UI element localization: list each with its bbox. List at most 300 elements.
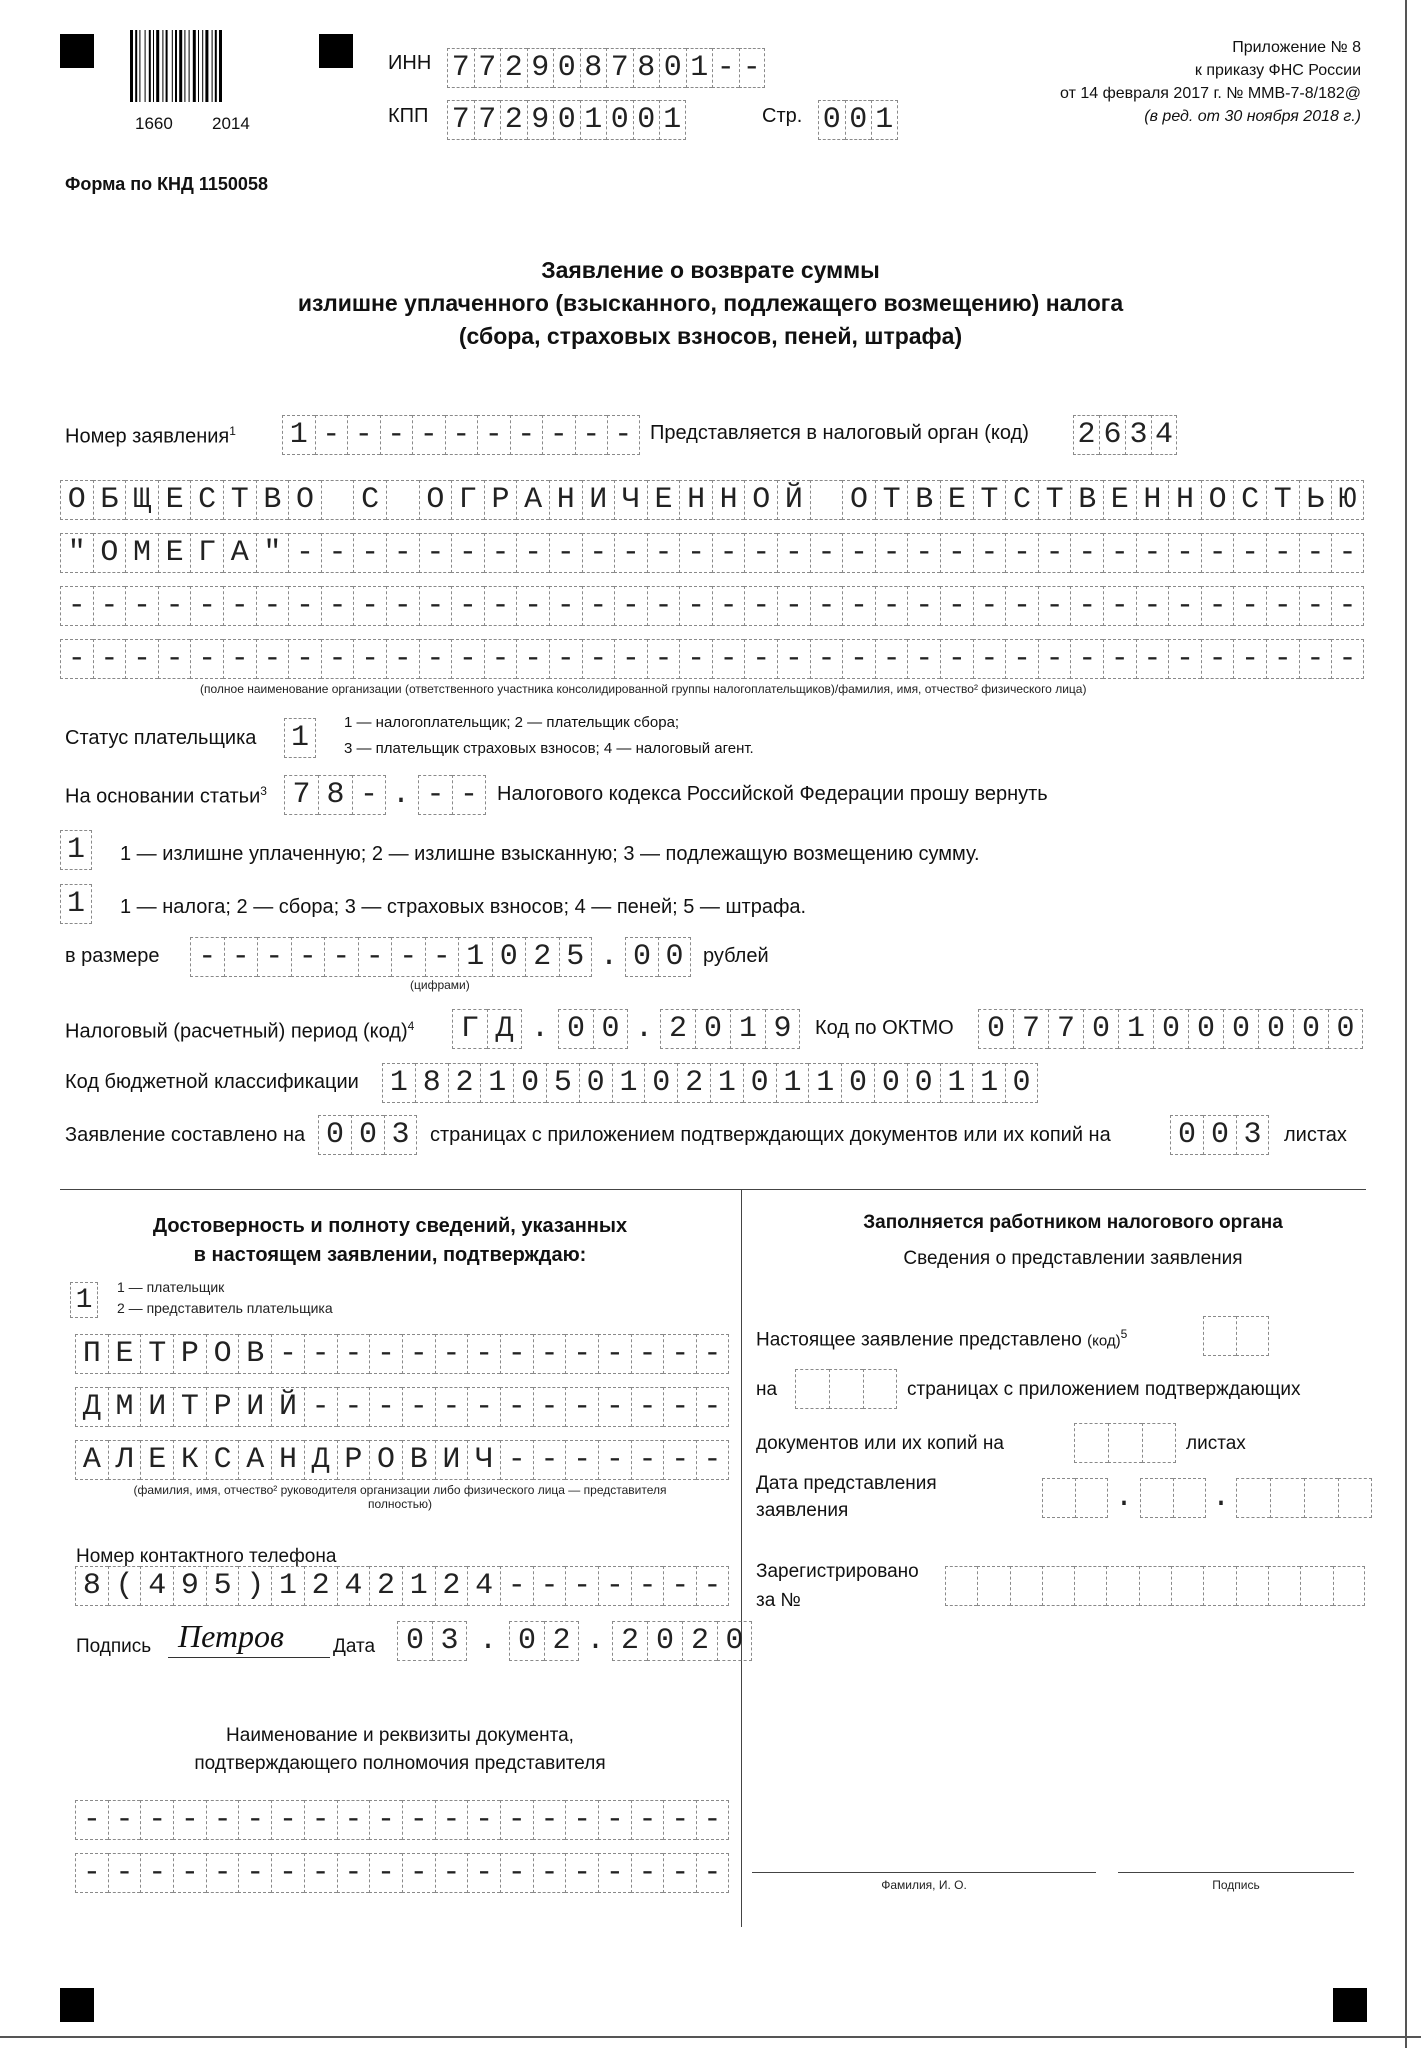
char-cell: К (173, 1440, 206, 1480)
char-cell: ) (238, 1566, 271, 1606)
char-cell: 4 (140, 1566, 173, 1606)
char-cell: 2 (500, 100, 527, 140)
char-cell: - (582, 533, 615, 573)
appendix-line: (в ред. от 30 ноября 2018 г.) (1144, 108, 1361, 125)
char-cell: Н (549, 480, 582, 520)
barcode-bar (135, 30, 137, 102)
char-cell: - (516, 586, 549, 626)
char-cell: - (1299, 639, 1332, 679)
oktmo-label: Код по ОКТМО (815, 1017, 954, 1039)
empty-cell (1236, 1478, 1270, 1518)
char-cell: О (206, 1334, 239, 1374)
char-cell: 0 (1188, 1009, 1223, 1049)
char-cell: - (663, 1387, 696, 1427)
char-cell: - (739, 48, 766, 88)
char-cell: 9 (527, 100, 554, 140)
authority-doc-heading-line2: подтверждающего полномочия представителя (194, 1753, 606, 1774)
char-cell: - (549, 586, 582, 626)
patronymic-field[interactable] (75, 1440, 729, 1480)
submission-date-dot-2: . (1211, 1481, 1230, 1515)
char-cell: А (223, 533, 256, 573)
char-cell: О (842, 480, 875, 520)
char-cell: - (875, 639, 908, 679)
char-cell: 7 (474, 48, 501, 88)
char-cell: - (402, 1800, 435, 1840)
char-cell: - (696, 1440, 729, 1480)
char-cell: " (60, 533, 93, 573)
payment-type-field[interactable] (60, 884, 92, 924)
char-cell: - (1266, 586, 1299, 626)
authority-doc-row-1[interactable] (75, 1800, 729, 1840)
page-number-field[interactable] (818, 100, 898, 140)
char-cell: - (304, 1853, 337, 1893)
char-cell: Н (679, 480, 712, 520)
barcode-number-left: 1660 (135, 114, 173, 133)
char-cell: - (542, 415, 575, 455)
submission-date-label-2: заявления (756, 1500, 849, 1521)
char-cell: 2 (435, 1566, 468, 1606)
char-cell: - (907, 639, 940, 679)
presented-label (756, 1327, 1127, 1351)
amount-rubles-field[interactable] (190, 937, 592, 977)
char-cell: - (288, 533, 321, 573)
org-name-row-3[interactable] (60, 586, 1364, 626)
char-cell: - (614, 533, 647, 573)
empty-cell (1236, 1316, 1269, 1356)
char-cell: Р (337, 1440, 370, 1480)
char-cell: Д (75, 1387, 108, 1427)
char-cell: 1 (284, 718, 316, 758)
char-cell: - (631, 1334, 664, 1374)
section-divider-horizontal (60, 1189, 1366, 1190)
char-cell: - (663, 1566, 696, 1606)
empty-cell (1140, 1478, 1173, 1518)
char-cell: - (321, 586, 354, 626)
char-cell: - (647, 586, 680, 626)
inn-label: ИНН (388, 52, 432, 74)
first-name-field[interactable] (75, 1387, 729, 1427)
barcode-bar (139, 30, 140, 102)
char-cell: - (477, 415, 510, 455)
tax-period-number-field[interactable] (558, 1009, 628, 1049)
kpp-field[interactable] (447, 100, 686, 140)
char-cell: - (500, 1440, 533, 1480)
amount-unit: рублей (703, 945, 769, 967)
char-cell: - (1331, 586, 1364, 626)
inn-field[interactable] (447, 48, 765, 88)
officer-sheets-label: листах (1186, 1433, 1246, 1454)
char-cell: О (744, 480, 777, 520)
char-cell: - (435, 1800, 468, 1840)
char-cell: - (907, 533, 940, 573)
char-cell: Г (190, 533, 223, 573)
confirmation-heading-line1: Достоверность и полноту сведений, указанных (152, 1215, 628, 1237)
char-cell: Н (271, 1440, 304, 1480)
org-name-row-2[interactable] (60, 533, 1364, 573)
char-cell: - (140, 1853, 173, 1893)
char-cell: - (369, 1334, 402, 1374)
char-cell: 7 (284, 775, 318, 815)
char-cell: 0 (818, 100, 845, 140)
kbk-field[interactable] (382, 1063, 1038, 1103)
empty-cell (945, 1566, 977, 1606)
char-cell: 1 (940, 1063, 973, 1103)
return-type-field[interactable] (60, 830, 92, 870)
amount-kopecks-field[interactable] (625, 937, 691, 977)
char-cell: Е (158, 533, 191, 573)
presented-code-field[interactable] (1203, 1316, 1269, 1356)
char-cell: 0 (659, 48, 686, 88)
char-cell: - (467, 1387, 500, 1427)
char-cell: - (500, 1800, 533, 1840)
char-cell: - (1103, 586, 1136, 626)
empty-cell (1108, 1423, 1142, 1463)
empty-cell (1173, 1478, 1206, 1518)
footnote-5: 5 (1120, 1327, 1128, 1341)
char-cell: - (810, 586, 843, 626)
article-number-field[interactable] (284, 775, 386, 815)
char-cell: - (386, 639, 419, 679)
char-cell: 0 (625, 937, 658, 977)
empty-cell (977, 1566, 1009, 1606)
char-cell: - (973, 639, 1006, 679)
on-label: на (756, 1379, 778, 1400)
officer-pages-field[interactable] (795, 1369, 897, 1409)
surname-field[interactable] (75, 1334, 729, 1374)
char-cell: - (565, 1387, 598, 1427)
char-cell: 3 (384, 1115, 417, 1155)
char-cell: Д (304, 1440, 337, 1480)
signature-line (168, 1657, 330, 1658)
empty-cell (1010, 1566, 1042, 1606)
char-cell: - (158, 639, 191, 679)
char-cell: 0 (978, 1009, 1013, 1049)
char-cell: - (712, 639, 745, 679)
char-cell: - (352, 775, 386, 815)
sheets-label: листах (1284, 1124, 1347, 1146)
char-cell: 0 (1258, 1009, 1293, 1049)
char-cell: Й (777, 480, 810, 520)
char-cell: - (712, 48, 739, 88)
char-cell: - (256, 639, 289, 679)
char-cell: С (353, 480, 386, 520)
char-cell: 2 (612, 1621, 647, 1661)
char-cell: - (777, 533, 810, 573)
char-cell: С (206, 1440, 239, 1480)
tax-period-year-field[interactable] (660, 1009, 800, 1049)
char-cell: - (445, 415, 478, 455)
barcode-bar (162, 30, 163, 102)
registered-label-2: за № (756, 1590, 801, 1611)
char-cell: - (386, 533, 419, 573)
char-cell: 1 (382, 1063, 415, 1103)
sign-date-day-field[interactable] (397, 1621, 467, 1661)
empty-cell (1333, 1566, 1365, 1606)
char-cell: Ч (467, 1440, 500, 1480)
char-cell: 1 (730, 1009, 765, 1049)
char-cell: И (140, 1387, 173, 1427)
char-cell: 1 (70, 1282, 98, 1318)
char-cell: 7 (606, 48, 633, 88)
char-cell: - (1299, 586, 1332, 626)
char-cell: - (353, 639, 386, 679)
submission-date-day-field[interactable] (1042, 1478, 1108, 1518)
officer-fio-caption: Фамилия, И. О. (881, 1878, 967, 1892)
char-cell: Б (93, 480, 126, 520)
char-cell: 8 (318, 775, 352, 815)
footnote-1: 1 (229, 424, 236, 438)
char-cell: 0 (1223, 1009, 1258, 1049)
char-cell: 1 (60, 884, 92, 924)
payment-type-hint: 1 — налога; 2 — сбора; 3 — страховых взносов; 4 — пеней; 5 — штрафа. (120, 896, 807, 918)
char-cell: - (223, 639, 256, 679)
char-cell: - (744, 639, 777, 679)
signer-hint-1: 1 — плательщик (117, 1279, 225, 1295)
char-cell: - (190, 639, 223, 679)
empty-cell (1203, 1566, 1235, 1606)
char-cell: - (940, 639, 973, 679)
char-cell: 0 (633, 100, 660, 140)
tax-period-dot-1: . (530, 1012, 549, 1046)
authority-doc-heading (60, 1722, 740, 1778)
application-number-field[interactable] (282, 415, 640, 455)
char-cell: 0 (874, 1063, 907, 1103)
char-cell: 2 (448, 1063, 481, 1103)
char-cell: - (712, 533, 745, 573)
registration-number-field[interactable] (945, 1566, 1365, 1606)
char-cell: - (565, 1566, 598, 1606)
sign-date-year-field[interactable] (612, 1621, 752, 1661)
char-cell: - (60, 639, 93, 679)
char-cell: 3 (1125, 415, 1151, 455)
char-cell: А (238, 1440, 271, 1480)
submission-date-month-field[interactable] (1140, 1478, 1206, 1518)
officer-sheets-field[interactable] (1074, 1423, 1176, 1463)
authority-doc-heading-line1: Наименование и реквизиты документа, (226, 1725, 574, 1746)
barcode-bar (184, 30, 185, 102)
char-cell: - (271, 1334, 304, 1374)
phone-label: Номер контактного телефона (76, 1546, 337, 1567)
char-cell: 8 (415, 1063, 448, 1103)
char-cell: - (1136, 639, 1169, 679)
document-title-line3: (сбора, страховых взносов, пеней, штрафа) (458, 323, 963, 349)
empty-cell (1042, 1566, 1074, 1606)
barcode-bar (130, 30, 133, 102)
tax-officer-heading: Заполняется работником налогового органа (863, 1212, 1283, 1233)
char-cell: 1 (60, 830, 92, 870)
empty-cell (795, 1369, 829, 1409)
barcode-number-right: 2014 (212, 114, 250, 133)
char-cell: 0 (553, 48, 580, 88)
char-cell: С (190, 480, 223, 520)
appendix-line: от 14 февраля 2017 г. № ММВ-7-8/182@ (1060, 85, 1361, 102)
char-cell: - (173, 1853, 206, 1893)
char-cell: 4 (467, 1566, 500, 1606)
payer-status-field[interactable] (284, 718, 316, 758)
char-cell: Г (452, 1009, 487, 1049)
char-cell: Е (140, 1440, 173, 1480)
char-cell: - (1005, 639, 1038, 679)
char-cell: - (353, 533, 386, 573)
char-cell: - (347, 415, 380, 455)
empty-cell (1075, 1478, 1108, 1518)
char-cell: - (1299, 533, 1332, 573)
char-cell: - (75, 1853, 108, 1893)
char-cell: Ь (1299, 480, 1332, 520)
char-cell: - (467, 1853, 500, 1893)
tax-period-code-field[interactable] (452, 1009, 522, 1049)
char-cell: - (907, 586, 940, 626)
char-cell: - (598, 1387, 631, 1427)
registration-marker-bottom-left (60, 1988, 94, 2022)
return-type-hint: 1 — излишне уплаченную; 2 — излишне взысканную; 3 — подлежащую возмещению сумму. (120, 843, 980, 865)
org-name-row-4[interactable] (60, 639, 1364, 679)
authority-doc-row-2[interactable] (75, 1853, 729, 1893)
char-cell: - (256, 586, 289, 626)
pages-count-field[interactable] (318, 1115, 417, 1155)
char-cell: - (173, 1800, 206, 1840)
fio-caption (70, 1483, 730, 1511)
char-cell: 0 (1170, 1115, 1203, 1155)
char-cell: 0 (351, 1115, 384, 1155)
char-cell: - (1103, 639, 1136, 679)
tax-office-code-field[interactable] (1073, 415, 1177, 455)
char-cell: - (712, 586, 745, 626)
char-cell: 6 (1099, 415, 1125, 455)
char-cell: О (369, 1440, 402, 1480)
appendix-note (1060, 36, 1361, 128)
char-cell: - (484, 533, 517, 573)
amount-label: в размере (65, 945, 160, 967)
char-cell: - (696, 1566, 729, 1606)
char-cell: - (582, 586, 615, 626)
document-title-line2: излишне уплаченного (взысканного, подлежащего возмещению) налога (297, 290, 1124, 316)
char-cell: Т (1038, 480, 1071, 520)
char-cell: 0 (1328, 1009, 1363, 1049)
char-cell: - (631, 1566, 664, 1606)
char-cell: - (484, 586, 517, 626)
char-cell: - (418, 775, 452, 815)
char-cell: О (419, 480, 452, 520)
char-cell: В (256, 480, 289, 520)
phone-field[interactable] (75, 1566, 729, 1606)
char-cell: - (940, 586, 973, 626)
org-name-row-1[interactable] (60, 480, 1364, 520)
char-cell: О (1201, 480, 1234, 520)
char-cell: О (93, 533, 126, 573)
char-cell: 1 (871, 100, 898, 140)
char-cell: - (108, 1800, 141, 1840)
char-cell: 1 (402, 1566, 435, 1606)
char-cell: Н (1168, 480, 1201, 520)
char-cell: 3 (1236, 1115, 1269, 1155)
char-cell: - (663, 1800, 696, 1840)
char-cell: М (125, 533, 158, 573)
barcode-bar (193, 30, 196, 102)
barcode-bar (175, 30, 177, 102)
char-cell: - (744, 533, 777, 573)
char-cell: ( (108, 1566, 141, 1606)
article-label (65, 784, 267, 809)
char-cell: 5 (546, 1063, 579, 1103)
oktmo-field[interactable] (978, 1009, 1363, 1049)
char-cell: - (647, 639, 680, 679)
empty-cell (1203, 1316, 1236, 1356)
char-cell: - (842, 533, 875, 573)
char-cell: - (533, 1334, 566, 1374)
empty-cell (1074, 1423, 1108, 1463)
char-cell: А (516, 480, 549, 520)
char-cell: - (206, 1853, 239, 1893)
char-cell: 0 (318, 1115, 351, 1155)
kpp-label: КПП (388, 105, 429, 127)
char-cell: - (1233, 586, 1266, 626)
char-cell: - (435, 1387, 468, 1427)
signer-type-field[interactable] (70, 1282, 98, 1318)
char-cell: И (582, 480, 615, 520)
article-part-field[interactable] (418, 775, 486, 815)
char-cell: 4 (337, 1566, 370, 1606)
form-code: Форма по КНД 1150058 (65, 174, 268, 194)
sign-date-month-field[interactable] (509, 1621, 579, 1661)
empty-cell (1042, 1478, 1075, 1518)
empty-cell (1300, 1566, 1332, 1606)
char-cell: - (353, 586, 386, 626)
char-cell: 0 (845, 100, 872, 140)
char-cell: 0 (644, 1063, 677, 1103)
char-cell: 9 (765, 1009, 800, 1049)
sheets-count-field[interactable] (1170, 1115, 1269, 1155)
barcode-bar (198, 30, 199, 102)
application-number-label (65, 424, 236, 449)
char-cell: Д (487, 1009, 522, 1049)
char-cell: Е (158, 480, 191, 520)
char-cell: - (1005, 533, 1038, 573)
char-cell: - (777, 639, 810, 679)
char-cell: 2 (677, 1063, 710, 1103)
char-cell: - (238, 1853, 271, 1893)
char-cell: - (451, 533, 484, 573)
char-cell: - (631, 1853, 664, 1893)
char-cell: 1 (580, 100, 607, 140)
char-cell: 0 (717, 1621, 752, 1661)
char-cell: О (60, 480, 93, 520)
char-cell: - (369, 1853, 402, 1893)
barcode-bar (153, 30, 154, 102)
char-cell (386, 480, 419, 520)
char-cell: - (337, 1853, 370, 1893)
char-cell: - (549, 533, 582, 573)
presented-code-text: (код) (1087, 1332, 1121, 1350)
char-cell: - (125, 639, 158, 679)
char-cell: Е (647, 480, 680, 520)
char-cell: - (631, 1440, 664, 1480)
application-number-text: Номер заявления (65, 425, 230, 448)
char-cell: 0 (1203, 1115, 1236, 1155)
article-text: Налогового кодекса Российской Федерации прошу вернуть (497, 783, 1048, 805)
char-cell: - (1201, 639, 1234, 679)
char-cell: 1 (282, 415, 315, 455)
char-cell: - (93, 639, 126, 679)
char-cell: - (679, 586, 712, 626)
payer-status-label: Статус плательщика (65, 727, 257, 749)
char-cell: - (369, 1387, 402, 1427)
payer-status-hint-2: 3 — плательщик страховых взносов; 4 — налоговый агент. (344, 740, 754, 757)
char-cell: - (402, 1853, 435, 1893)
submission-date-year-field[interactable] (1236, 1478, 1372, 1518)
char-cell: 0 (743, 1063, 776, 1103)
barcode-bar (212, 30, 213, 102)
